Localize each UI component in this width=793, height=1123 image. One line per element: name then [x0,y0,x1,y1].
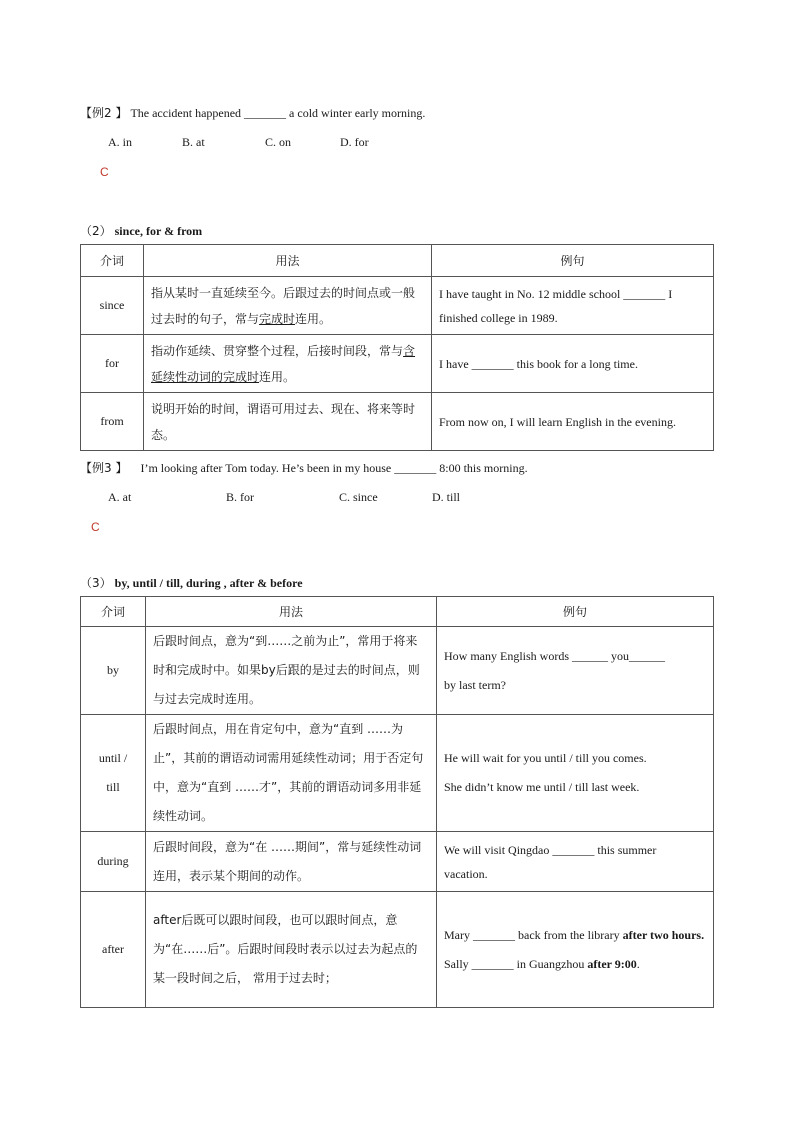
header-usage: 用法 [144,245,432,277]
table-row [81,832,714,892]
example-sentence: The accident happened _______ a cold winter early morning. [130,106,426,120]
usage-cell: 后跟时间点，意为“到……之前为止”，常用于将来时和完成时中。如果by后跟的是过去的时间点，则与过去完成时连用。 [146,627,437,715]
example-line: She didn’t know me until / till last week. [444,780,640,794]
usage-cell [144,277,432,335]
example-bold: after two hours [622,927,702,942]
section-number: （2） [80,224,112,238]
example-cell [437,715,714,832]
answer: C [91,520,100,534]
example-label: 【例3 】 [80,461,128,475]
example-3-question [80,460,528,476]
option-c: C. on [265,135,292,149]
usage-underlined: 含延续性动词的完成时 [151,343,416,384]
usage-text: 指动作延续、贯穿整个过程，后接时间段，常与 [151,343,404,358]
usage-cell: 后跟时间段，意为“在 ……期间”，常与延续性动词连用，表示某个期间的动作。 [146,832,437,892]
example-cell: I have _______ this book for a long time. [432,335,714,393]
example-label: 【例2 】 [80,106,128,120]
header-example: 例句 [437,597,714,627]
example-cell [437,627,714,715]
table-row [81,335,714,393]
example-text: Sally _______ in Guangzhou [444,956,588,971]
prep-cell: by [81,627,146,715]
by-until-during-after-table [80,596,714,1008]
example-cell: I have taught in No. 12 middle school _______ I finished college in 1989. [432,277,714,335]
prep-line: till [106,780,120,794]
header-example: 例句 [432,245,714,277]
example-sentence: I’m looking after Tom today. He’s been in my house _______ 8:00 this morning. [140,461,528,475]
header-prep: 介词 [81,245,144,277]
option-d: D. for [340,135,369,149]
prep-cell: from [81,393,144,451]
example-line: We will visit Qingdao _______ this summer [444,842,657,857]
table-row [81,393,714,451]
option-a: A. in [108,135,132,149]
prep-cell: for [81,335,144,393]
option-a: A. at [108,490,132,504]
example-line: Sally _______ in Guangzhou after 9:00. [444,956,640,971]
prep-cell: after [81,892,146,1008]
prep-cell: during [81,832,146,892]
usage-underlined: 完成时 [259,311,296,326]
usage-cell: after后既可以跟时间段，也可以跟时间点，意为“在……后”。后跟时间段时表示以过去为起点的某一段时间之后， 常用于过去时； [146,892,437,1008]
option-b: B. at [182,135,205,149]
usage-cell [144,335,432,393]
example-line: How many English words ______ you______ [444,648,665,663]
prep-cell: since [81,277,144,335]
prep-cell [81,715,146,832]
usage-text-end: 连用。 [259,369,296,384]
option-c: C. since [339,490,378,504]
usage-text: 指从某时一直延续至今。后跟过去的时间点或一般过去时的句子，常与 [151,285,416,326]
section-heading [80,574,303,591]
table-row [81,892,714,1008]
example-cell [437,832,714,892]
since-for-from-table [80,244,714,451]
option-b: B. for [226,490,254,504]
answer: C [100,165,109,179]
example-line: by last term? [444,677,506,692]
table-row [81,277,714,335]
table-row [81,627,714,715]
usage-text-end: 连用。 [295,311,332,326]
header-prep: 介词 [81,597,146,627]
section-heading [80,222,202,239]
usage-cell: 后跟时间点，用在肯定句中，意为“直到 ……为止”，其前的谓语动词需用延续性动词；用于否定句中，意为“直到 ……才”，其前的谓语动词多用非延续性动词。 [146,715,437,832]
example-cell: Mary _______ back from the library after two hours. Sally _______ in Guangzhou after 9:00. [437,892,714,1008]
example-2-question [80,105,425,121]
example-cell: From now on, I will learn English in the evening. [432,393,714,451]
section-number: （3） [80,576,112,590]
usage-cell: 说明开始的时间，谓语可用过去、现在、将来等时态。 [144,393,432,451]
example-text: Mary _______ back from the library [444,927,623,942]
header-usage: 用法 [146,597,437,627]
example-bold: after 9:00 [587,956,637,971]
example-line: vacation. [444,866,488,881]
section-title: since, for & from [114,224,203,238]
table-row [81,715,714,832]
option-d: D. till [432,490,461,504]
prep-line: until / [98,751,128,765]
example-line: He will wait for you until / till you comes. [444,751,647,765]
section-title: by, until / till, during , after & before [114,576,303,590]
